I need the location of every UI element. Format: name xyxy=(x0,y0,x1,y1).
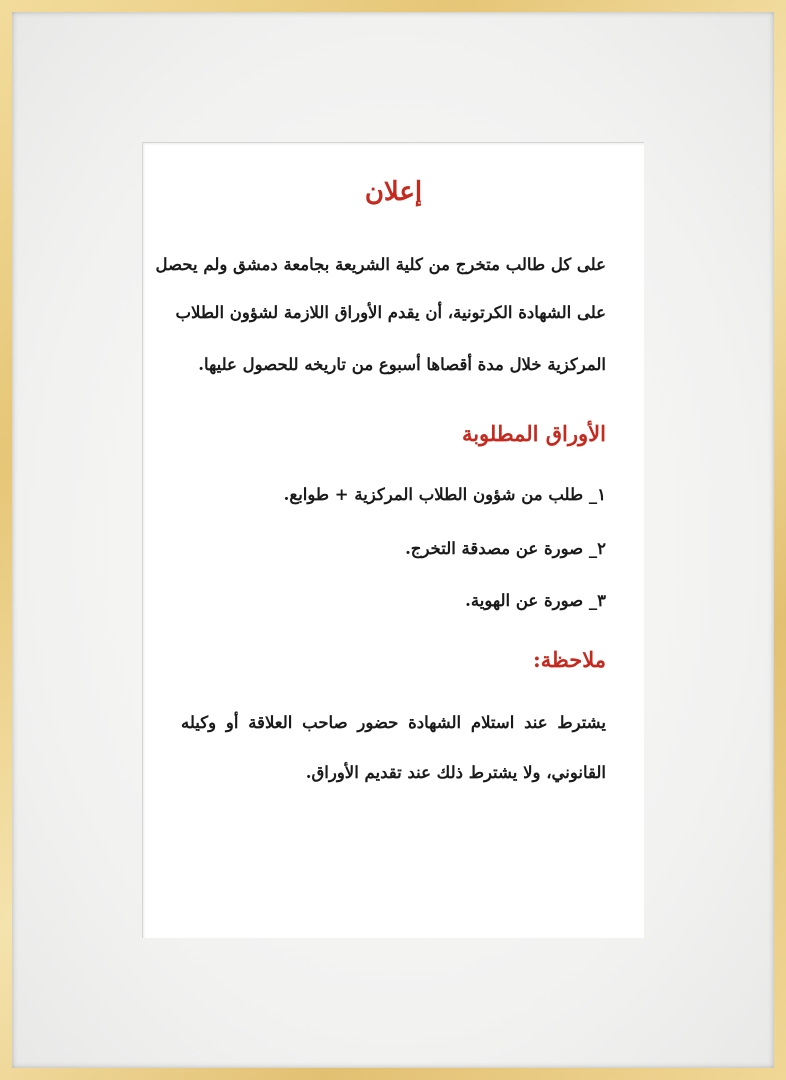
note-heading: ملاحظة: xyxy=(533,647,606,672)
intro-line-2: على الشهادة الكرتونية، أن يقدم الأوراق اللازمة لشؤون الطلاب xyxy=(175,303,606,322)
note-line-1: يشترط عند استلام الشهادة حضور صاحب العلاقة أو وكيله xyxy=(181,713,606,732)
required-papers-heading: الأوراق المطلوبة xyxy=(461,421,606,446)
announcement-title: إعلان xyxy=(364,177,423,207)
intro-line-3: المركزية خلال مدة أقصاها أسبوع من تاريخه للحصول عليها. xyxy=(198,355,606,374)
note-line-2: القانوني، ولا يشترط ذلك عند تقديم الأوراق. xyxy=(305,763,606,782)
required-item-1: ١_ طلب من شؤون الطلاب المركزية + طوابع. xyxy=(283,485,606,504)
announcement-paper xyxy=(142,142,644,938)
intro-line-1: على كل طالب متخرج من كلية الشريعة بجامعة دمشق ولم يحصل xyxy=(155,255,606,274)
required-item-2: ٢_ صورة عن مصدقة التخرج. xyxy=(405,539,606,558)
required-item-3: ٣_ صورة عن الهوية. xyxy=(465,591,606,610)
